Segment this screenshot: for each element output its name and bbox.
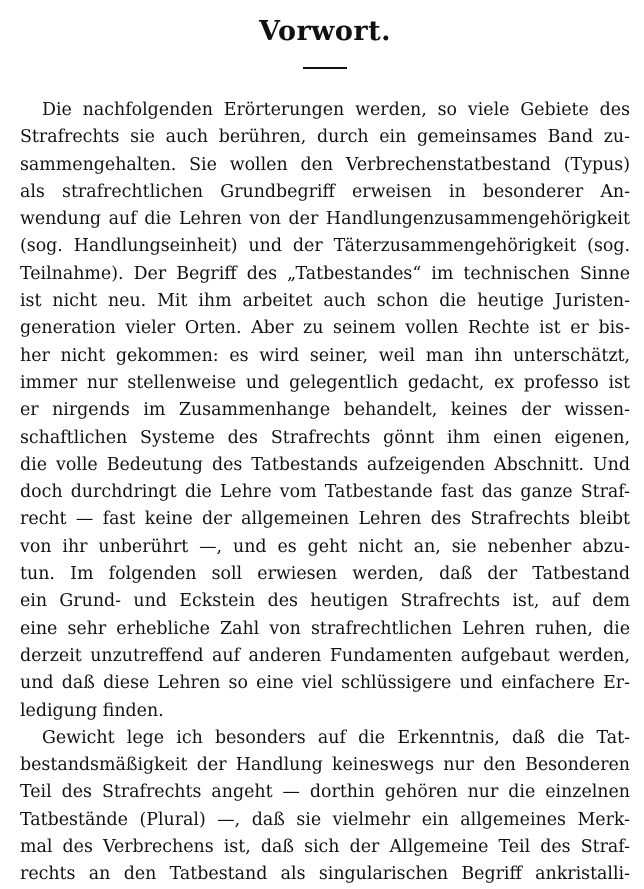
text-line: sammengehalten. Sie wollen den Verbrechenstatbestand (Typus) [20,154,630,175]
text-line: und daß diese Lehren so eine viel schlüssigere und einfachere Er- [20,673,630,694]
text-line: tun. Im folgenden soll erwiesen werden, daß der Tatbestand [20,564,630,585]
text-line: wendung auf die Lehren von der Handlungenzusammengehörigkeit [20,209,630,230]
text-line: her nicht gekommen: es wird seiner, weil man ihn unterschätzt, [20,345,630,366]
text-line: Teil des Strafrechts angeht — dorthin gehören nur die einzelnen [20,782,630,803]
text-line: generation vieler Orten. Aber zu seinem vollen Rechte ist er bis- [20,318,630,339]
text-line: Teilnahme). Der Begriff des „Tatbestandes“ im technischen Sinne [20,263,630,284]
text-line: derzeit unzutreffend auf anderen Fundamenten aufgebaut werden, [20,645,630,666]
text-line: recht — fast keine der allgemeinen Lehren des Strafrechts bleibt [20,509,630,530]
text-line: mal des Verbrechens ist, daß sich der Allgemeine Teil des Straf- [20,837,630,858]
page-title: Vorwort. [258,16,392,47]
text-line: eine sehr erhebliche Zahl von strafrechtlichen Lehren ruhen, die [20,618,630,639]
text-line: Die nachfolgenden Erörterungen werden, so viele Gebiete des [42,100,630,120]
text-line: doch durchdringt die Lehre vom Tatbestande fast das ganze Straf- [20,482,630,503]
text-line: rechts an den Tatbestand als singularischen Begriff ankristalli- [20,864,630,885]
text-line: bestandsmäßigkeit der Handlung keineswegs nur den Besonderen [20,755,630,776]
text-line: ein Grund- und Eckstein des heutigen Strafrechts ist, auf dem [20,591,630,612]
text-line: die volle Bedeutung des Tatbestands aufzeigenden Abschnitt. Und [20,454,630,475]
paragraph-1 [20,97,630,725]
text-line: als strafrechtlichen Grundbegriff erweisen in besonderer An- [20,181,630,202]
title-divider [303,67,347,69]
text-line: er nirgends im Zusammenhange behandelt, keines der wissen- [20,400,630,421]
body-text [20,97,630,889]
text-line: (sog. Handlungseinheit) und der Täterzusammengehörigkeit (sog. [20,236,630,257]
text-line: Tatbestände (Plural) —, daß sie vielmehr ein allgemeines Merk- [20,809,630,830]
text-line: immer nur stellenweise und gelegentlich gedacht, ex professo ist [20,372,630,393]
text-line: Strafrechts sie auch berühren, durch ein gemeinsames Band zu- [20,127,630,148]
text-line: ist nicht neu. Mit ihm arbeitet auch schon die heutige Juristen- [20,291,630,312]
text-line: ledigung finden. [20,700,164,721]
paragraph-2 [20,725,630,889]
text-line: von ihr unberührt —, und es geht nicht an, sie nebenher abzu- [20,536,630,557]
text-line: schaftlichen Systeme des Strafrechts gönnt ihm einen eigenen, [20,427,630,448]
text-line: Gewicht lege ich besonders auf die Erkenntnis, daß die Tat- [42,727,630,748]
